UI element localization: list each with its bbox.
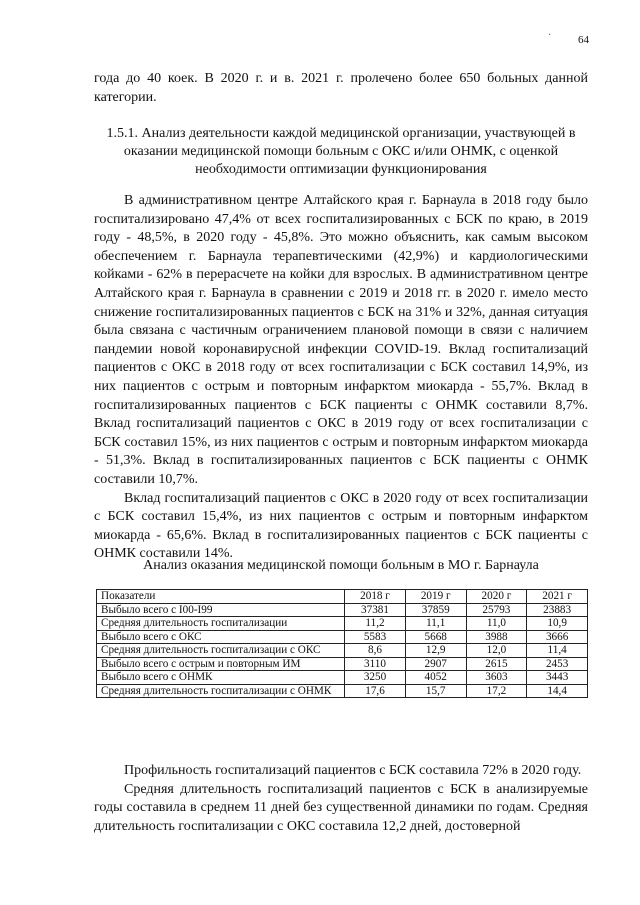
- row-label: Средняя длительность госпитализации с ОКС: [97, 644, 345, 658]
- data-table: [96, 589, 588, 698]
- cell: 25793: [466, 603, 527, 617]
- row-label: Выбыло всего с ОНМК: [97, 671, 345, 685]
- table-row: [97, 671, 588, 685]
- cell: 2907: [405, 657, 466, 671]
- row-label: Средняя длительность госпитализации с ОНМК: [97, 684, 345, 698]
- intro-block: [94, 70, 588, 107]
- cell: 4052: [405, 671, 466, 685]
- table-row: [97, 684, 588, 698]
- cell: 3603: [466, 671, 527, 685]
- paragraph-4: Средняя длительность госпитализаций пациентов с БСК в анализируемые годы составила в среднем 11 дней без существенной динамики по годам. Средняя длительность госпитализации с ОКС составила 12,2 дней, достоверной: [94, 781, 588, 834]
- cell: 12,0: [466, 644, 527, 658]
- cell: 11,0: [466, 617, 527, 631]
- cell: 3250: [345, 671, 406, 685]
- header-cell: 2019 г: [405, 590, 466, 604]
- paragraph-2: Вклад госпитализаций пациентов с ОКС в 2020 году от всех госпитализации с БСК составил 15,4%, из них пациентов с острым и повторным инфарктом миокарда - 65,6%. Вклад в госпитализированных пациентов с БСК пациенты с ОНМК составили 14%.: [94, 490, 588, 562]
- table-row: [97, 644, 588, 658]
- cell: 3110: [345, 657, 406, 671]
- cell: 2453: [527, 657, 588, 671]
- row-label: Выбыло всего с острым и повторным ИМ: [97, 657, 345, 671]
- table-title: Анализ оказания медицинской помощи больным в МО г. Барнаула: [143, 558, 539, 573]
- cell: 14,4: [527, 684, 588, 698]
- row-label: Выбыло всего с ОКС: [97, 630, 345, 644]
- cell: 5668: [405, 630, 466, 644]
- cell: 17,6: [345, 684, 406, 698]
- corner-mark: ·: [548, 30, 552, 41]
- cell: 37381: [345, 603, 406, 617]
- cell: 17,2: [466, 684, 527, 698]
- header-cell: 2018 г: [345, 590, 406, 604]
- cell: 3988: [466, 630, 527, 644]
- paragraph-3: Профильность госпитализаций пациентов с БСК составила 72% в 2020 году.: [124, 763, 582, 778]
- paragraph-1: В административном центре Алтайского края г. Барнаула в 2018 году было госпитализировано 47,4% от всех госпитализированных с БСК по краю, в 2019 году - 48,5%, в 2020 году - 45,8%. Это можно объяснить, как самым высоком обеспечением г. Барнаула терапевтическими (42,9%) и кардиологическими койками - 62% в перерасчете на койки для взрослых. В административном центре Алтайского края г. Барнаула в сравнении с 2019 и 2018 гг. в 2020 г. имело место снижение госпитализированных пациентов с БСК на 31% и 32%, данная ситуация была связана с частичным ограничением плановой помощи в связи с наличием пандемии новой коронавирусной инфекции COVID-19. Вклад госпитализаций пациентов с ОКС в 2018 году от всех госпитализации с БСК составил 14,9%, из них пациентов с острым и повторным инфарктом миокарда - 55,7%. Вклад в госпитализированных пациентов с БСК пациенты с ОНМК составили 8,7%. Вклад госпитализаций пациентов с ОКС в 2019 году от всех госпитализации с БСК составил 15%, из них пациентов с острым и повторным инфарктом миокарда - 51,3%. Вклад в госпитализированных пациентов с БСК пациенты с ОНМК составили 10,7%.: [94, 193, 588, 487]
- cell: 10,9: [527, 617, 588, 631]
- page-number: 64: [578, 34, 589, 46]
- header-cell: Показатели: [97, 590, 345, 604]
- cell: 37859: [405, 603, 466, 617]
- cell: 15,7: [405, 684, 466, 698]
- table-row: [97, 630, 588, 644]
- cell: 23883: [527, 603, 588, 617]
- cell: 11,4: [527, 644, 588, 658]
- cell: 3666: [527, 630, 588, 644]
- table-row: [97, 603, 588, 617]
- row-label: Средняя длительность госпитализации: [97, 617, 345, 631]
- body-text: [94, 192, 588, 564]
- cell: 12,9: [405, 644, 466, 658]
- intro-paragraph: года до 40 коек. В 2020 г. и в. 2021 г. пролечено более 650 больных данной категории.: [94, 71, 588, 105]
- cell: 3443: [527, 671, 588, 685]
- cell: 5583: [345, 630, 406, 644]
- cell: 11,1: [405, 617, 466, 631]
- after-table-text: [94, 762, 588, 836]
- header-cell: 2020 г: [466, 590, 527, 604]
- table-row: [97, 657, 588, 671]
- header-cell: 2021 г: [527, 590, 588, 604]
- table-row: [97, 617, 588, 631]
- section-heading: 1.5.1. Анализ деятельности каждой медицинской организации, участвующей в оказании медицинской помощи больным с ОКС и/или ОНМК, с оценкой необходимости оптимизации функционирования: [106, 126, 576, 177]
- table-header-row: [97, 590, 588, 604]
- row-label: Выбыло всего с I00-I99: [97, 603, 345, 617]
- cell: 8,6: [345, 644, 406, 658]
- cell: 11,2: [345, 617, 406, 631]
- cell: 2615: [466, 657, 527, 671]
